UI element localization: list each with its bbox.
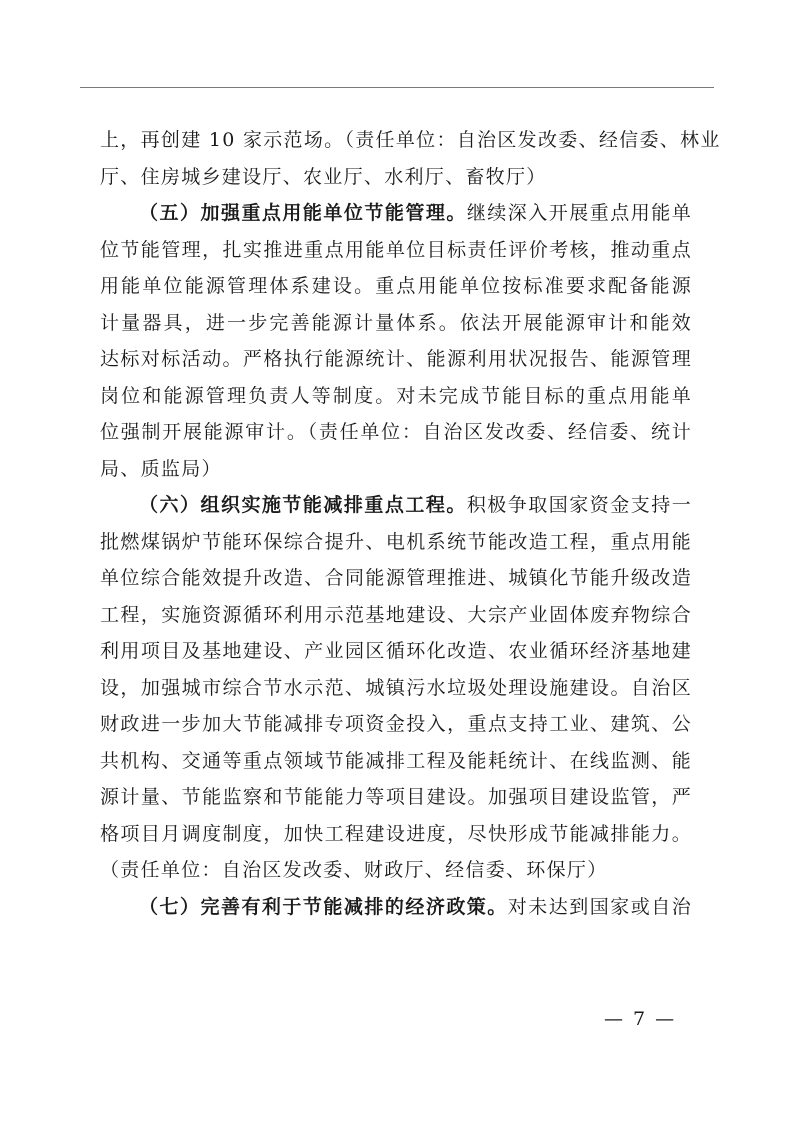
text-line: 位节能管理，扎实推进重点用能单位目标责任评价考核，推动重点 (100, 238, 692, 261)
text-span: 积极争取国家资金支持一 (466, 494, 692, 516)
text-span: 对未达到国家或自治 (507, 895, 693, 918)
text-line: 批燃煤锅炉节能环保综合提升、电机系统节能改造工程，重点用能 (100, 530, 692, 553)
text-line: （责任单位：自治区发改委、财政厅、经信委、环保厅） (100, 859, 608, 881)
section-heading: （六）组织实施节能减排重点工程。 (139, 494, 467, 516)
text-line: 厅、住房城乡建设厅、农业厅、水利厅、畜牧厅） (100, 165, 547, 188)
header-rule (80, 87, 714, 88)
section-heading-line (100, 487, 692, 524)
text-line: 单位综合能效提升改造、合同能源管理推进、城镇化节能升级改造 (100, 567, 692, 589)
text-line: 格项目月调度制度，加快工程建设进度，尽快形成节能减排能力。 (100, 822, 692, 845)
page-number: — 7 — (604, 1008, 677, 1030)
section-heading: （五）加强重点用能单位节能管理。 (139, 202, 467, 224)
text-line: 财政进一步加大节能减排专项资金投入，重点支持工业、建筑、公 (100, 713, 692, 735)
text-line: 工程，实施资源循环利用示范基地建设、大宗产业固体废弃物综合 (100, 603, 692, 626)
section-heading: （七）完善有利于节能减排的经济政策。 (139, 895, 508, 918)
text-line: 位强制开展能源审计。（责任单位：自治区发改委、经信委、统计 (100, 421, 692, 443)
text-line: 达标对标活动。严格执行能源统计、能源利用状况报告、能源管理 (100, 348, 692, 370)
section-heading-line (100, 889, 692, 926)
document-body (100, 122, 721, 925)
section-heading-line (100, 195, 692, 232)
text-line: 局、质监局） (100, 457, 222, 480)
text-line: 设，加强城市综合节水示范、城镇污水垃圾处理设施建设。自治区 (100, 676, 692, 699)
text-span: 继续深入开展重点用能单 (466, 202, 692, 224)
text-line: 上，再创建 10 家示范场。（责任单位：自治区发改委、经信委、林业 (100, 129, 721, 151)
text-line: 源计量、节能监察和节能能力等项目建设。加强项目建设监管，严 (100, 786, 692, 808)
text-line: 计量器具，进一步完善能源计量体系。依法开展能源审计和能效 (100, 311, 692, 334)
text-line: 利用项目及基地建设、产业园区循环化改造、农业循环经济基地建 (100, 640, 692, 662)
text-line: 共机构、交通等重点领域节能减排工程及能耗统计、在线监测、能 (100, 749, 692, 772)
text-line: 岗位和能源管理负责人等制度。对未完成节能目标的重点用能单 (100, 384, 692, 407)
text-line: 用能单位能源管理体系建设。重点用能单位按标准要求配备能源 (100, 275, 692, 297)
